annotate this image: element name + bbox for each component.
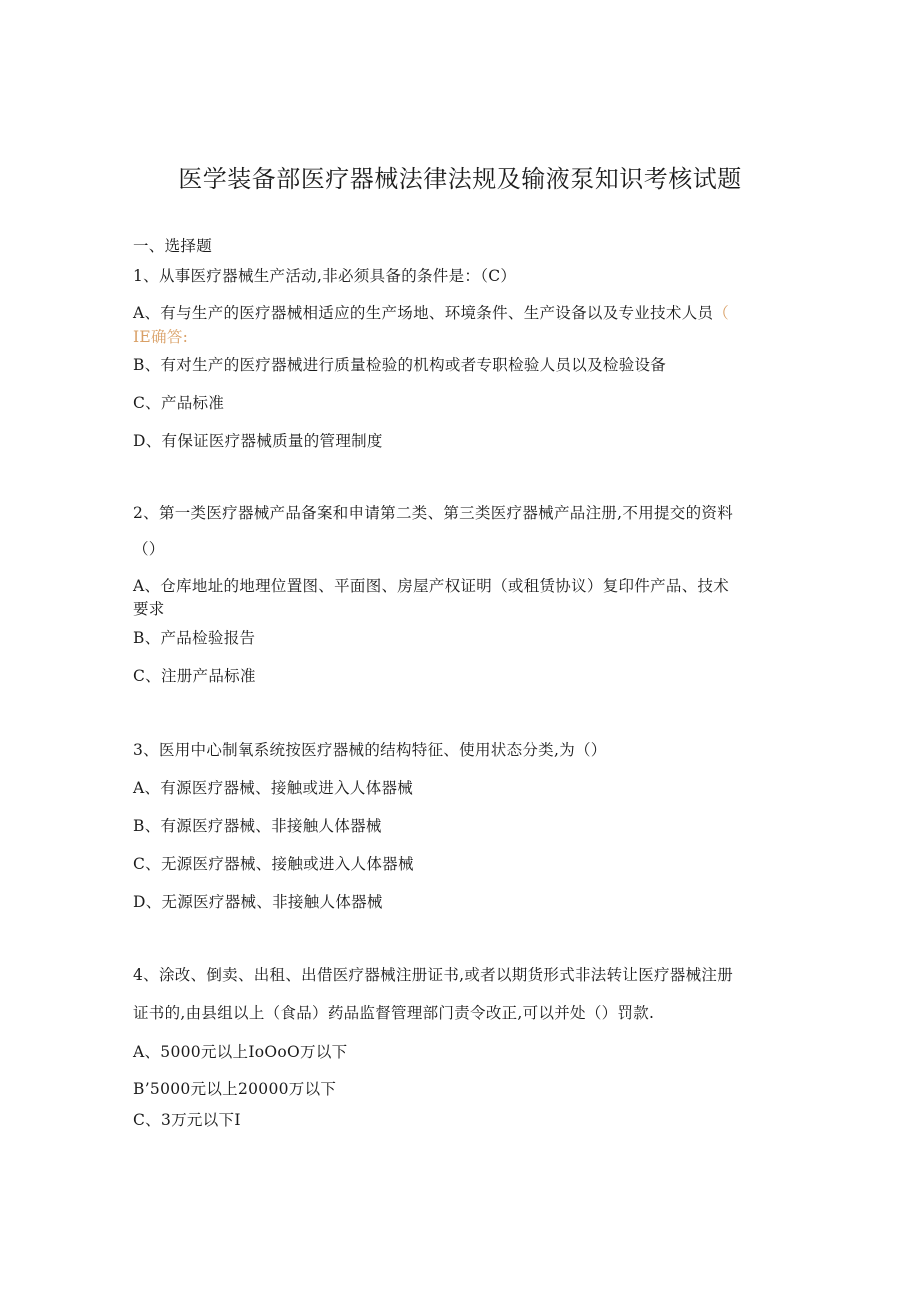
question-1-option-d: D、有保证医疗器械质量的管理制度	[133, 432, 383, 450]
question-2-stem-line2: （）	[133, 540, 165, 558]
section-heading: 一、选择题	[133, 237, 213, 255]
question-4-stem-line2: 证书的,由县组以上（食品）药品监督管理部门责令改正,可以并处（）罚款.	[133, 1004, 655, 1022]
document-title: 医学装备部医疗器械法律法规及输液泵知识考核试题	[178, 165, 742, 193]
question-2-stem-line1: 2、第一类医疗器械产品备案和申请第二类、第三类医疗器械产品注册,不用提交的资料	[133, 504, 733, 522]
question-1-annotation: IE确答:	[133, 328, 189, 346]
question-2-option-b: B、产品检验报告	[133, 629, 256, 647]
question-4-option-b: B’5000元以上20000万以下	[133, 1080, 337, 1098]
question-2-option-a-line1: A、仓库地址的地理位置图、平面图、房屋产权证明（或租赁协议）复印件产品、技术	[133, 577, 730, 595]
question-4-stem-line1: 4、涂改、倒卖、出租、出借医疗器械注册证书,或者以期货形式非法转让医疗器械注册	[133, 966, 733, 984]
question-4-option-c: C、3万元以下I	[133, 1111, 241, 1129]
question-1-option-a-text: A、有与生产的医疗器械相适应的生产场地、环境条件、生产设备以及专业技术人员	[133, 304, 714, 322]
question-2-option-c: C、注册产品标准	[133, 667, 256, 685]
question-1-stem: 1、从事医疗器械生产活动,非必须具备的条件是：（C）	[133, 267, 517, 285]
question-3-option-b: B、有源医疗器械、非接触人体器械	[133, 817, 382, 835]
question-1-option-a	[133, 302, 729, 324]
question-1-annotation-bracket: （	[713, 304, 730, 322]
question-3-option-c: C、无源医疗器械、接触或进入人体器械	[133, 855, 414, 873]
question-3-option-a: A、有源医疗器械、接触或进入人体器械	[133, 779, 414, 797]
question-4-option-a: A、5000元以上IoOoO万以下	[133, 1043, 348, 1061]
question-2-option-a-line2: 要求	[133, 600, 165, 618]
question-1-option-b: B、有对生产的医疗器械进行质量检验的机构或者专职检验人员以及检验设备	[133, 356, 667, 374]
question-3-stem: 3、医用中心制氧系统按医疗器械的结构特征、使用状态分类,为（）	[133, 741, 607, 759]
question-3-option-d: D、无源医疗器械、非接触人体器械	[133, 893, 383, 911]
question-1-option-c: C、产品标准	[133, 394, 225, 412]
